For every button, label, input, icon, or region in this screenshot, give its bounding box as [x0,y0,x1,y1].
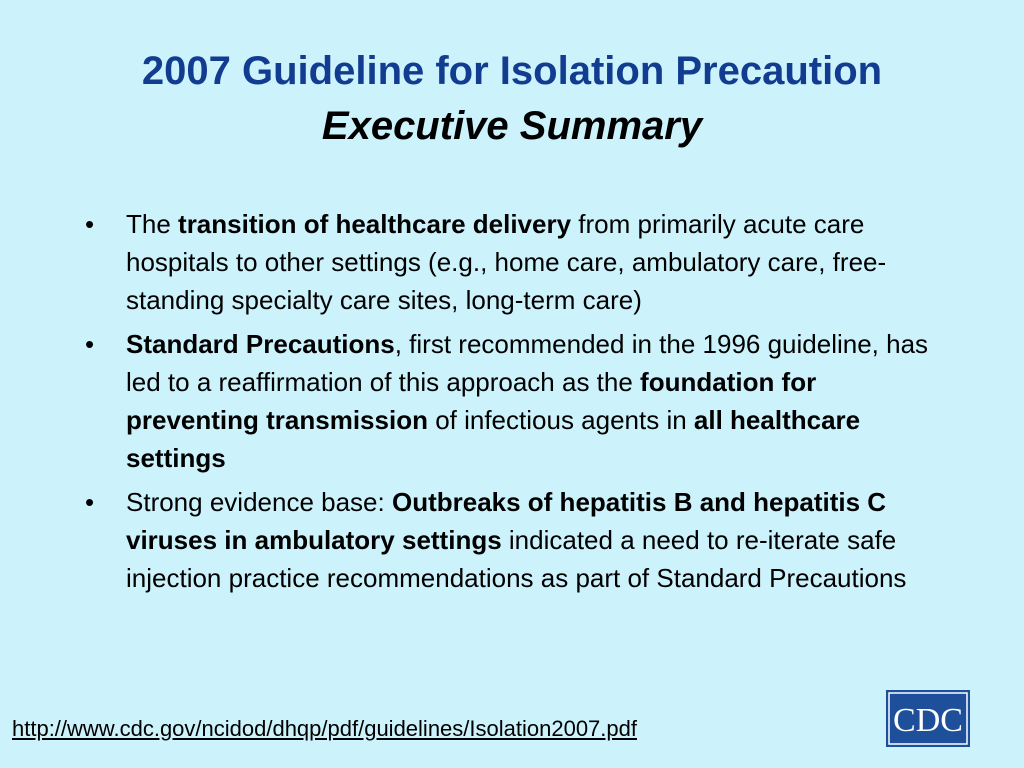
bullet-emphasis-text: Standard Precautions [126,329,395,359]
bullet-text: , first recommended in the 1996 guideline, has led to a reaffirmation of this approach as the [126,329,929,397]
bullet-item [85,205,945,319]
cdc-logo-text: CDC [893,702,963,739]
bullet-item [85,483,945,597]
bullet-emphasis-text: transition of healthcare delivery [178,209,572,239]
bullet-marker: • [85,209,95,239]
bullet-emphasis-text: foundation for preventing transmission [126,367,817,435]
bullet-emphasis-text: Outbreaks of hepatitis B and hepatitis C viruses in ambulatory settings [126,487,887,555]
cdc-logo [886,690,970,747]
bullet-item [85,325,945,477]
bullet-emphasis-text: all healthcare settings [126,405,861,473]
source-link[interactable]: http://www.cdc.gov/ncidod/dhqp/pdf/guidelines/Isolation2007.pdf [12,716,637,741]
slide-title: 2007 Guideline for Isolation Precaution [141,49,883,93]
slide-subtitle: Executive Summary [321,104,703,148]
bullet-list [85,205,945,603]
bullet-text: of infectious agents in [427,405,694,435]
bullet-text: The [126,209,179,239]
bullet-marker: • [85,329,95,359]
bullet-text: indicated a need to re-iterate safe injection practice recommendations as part of Standard Precautions [126,525,907,593]
bullet-text: from primarily acute care hospitals to other settings (e.g., home care, ambulatory care, free-standing specialty care sites, long-term care) [126,209,887,315]
bullet-marker: • [85,487,95,517]
bullet-text: Strong evidence base: [126,487,392,517]
